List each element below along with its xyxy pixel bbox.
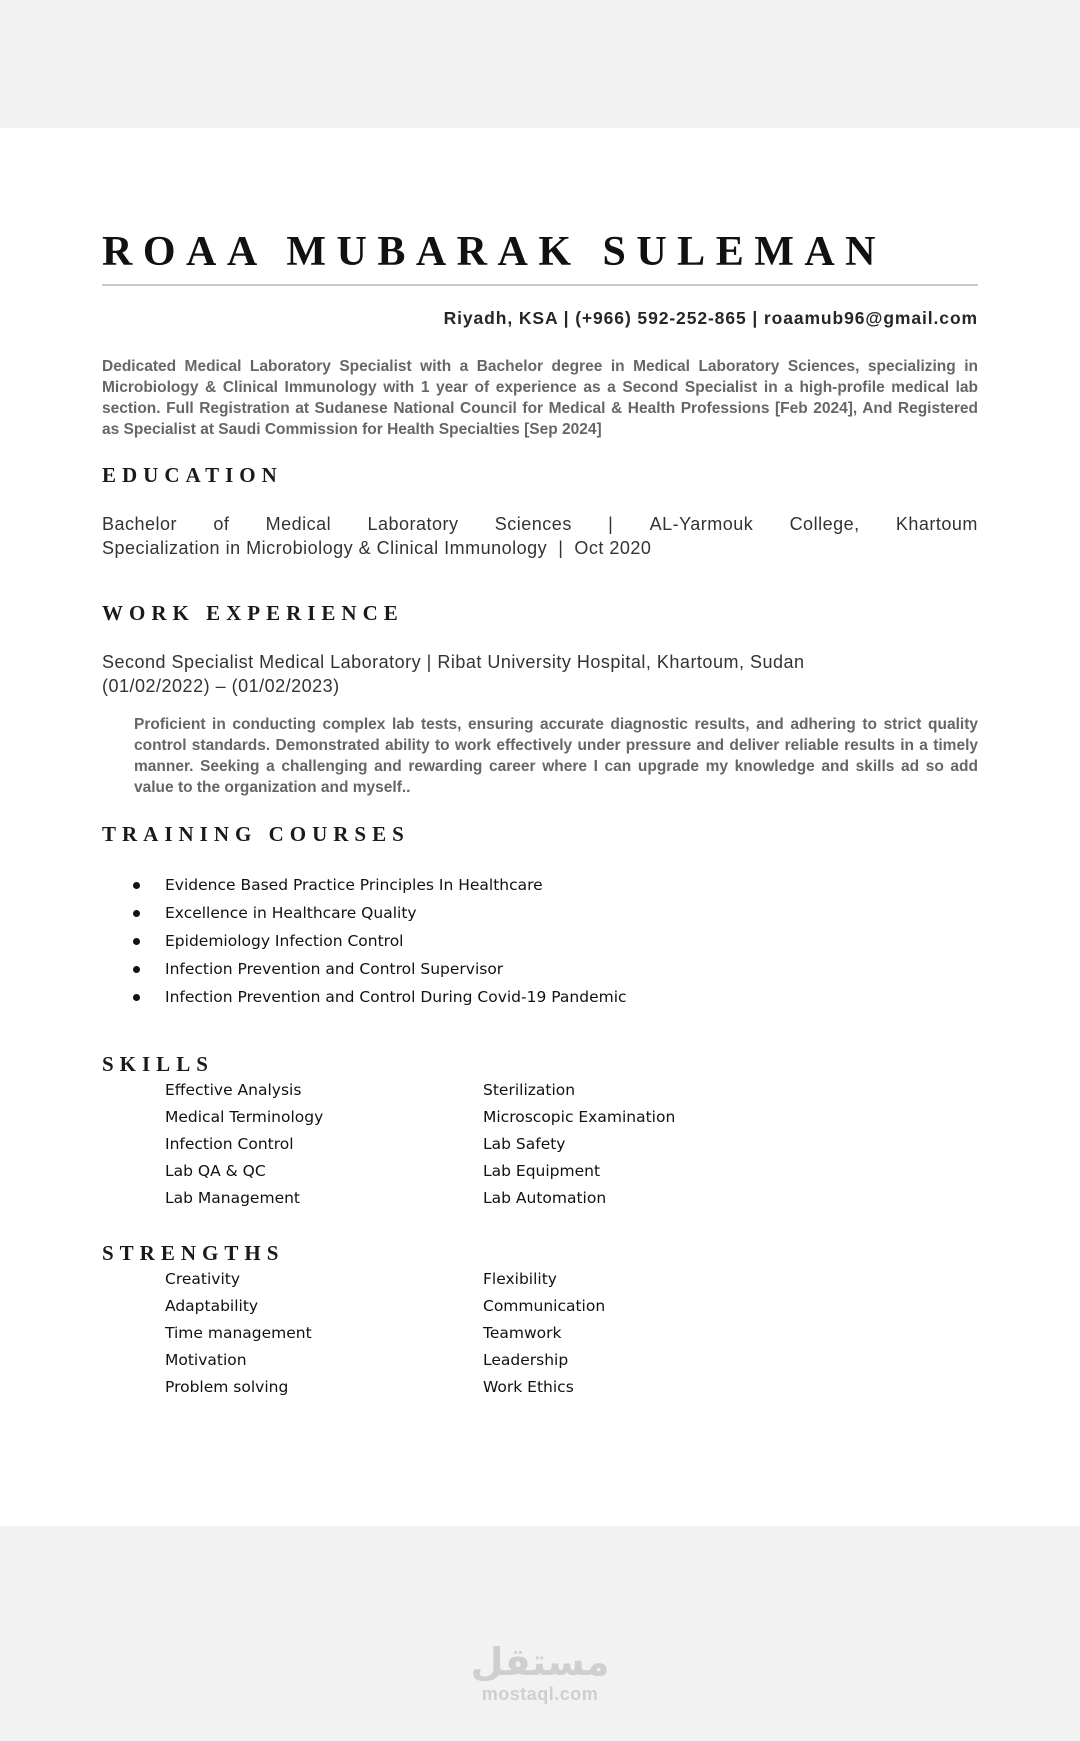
candidate-name: ROAA MUBARAK SULEMAN (102, 229, 887, 275)
bullet-icon (133, 966, 140, 973)
training-heading: TRAINING COURSES (102, 822, 410, 846)
strengths-row (165, 1320, 765, 1347)
bullet-icon (133, 938, 140, 945)
education-heading: EDUCATION (102, 463, 283, 487)
skills-heading: SKILLS (102, 1052, 214, 1076)
bullet-icon (133, 994, 140, 1001)
strength-item: Creativity (165, 1270, 241, 1288)
work-experience-heading: WORK EXPERIENCE (102, 601, 404, 625)
job-entry (102, 650, 978, 698)
skill-item: Infection Control (165, 1135, 294, 1153)
strength-item: Adaptability (165, 1297, 259, 1315)
skills-grid (165, 1077, 765, 1212)
list-item: Infection Prevention and Control Supervisor (102, 955, 978, 983)
edu-word: Medical (265, 514, 332, 534)
strengths-row (165, 1374, 765, 1401)
edu-word: | (608, 514, 614, 534)
edu-word: College, (789, 514, 860, 534)
skills-row (165, 1077, 765, 1104)
edu-word: Sciences (494, 514, 572, 534)
skill-item: Effective Analysis (165, 1081, 302, 1099)
education-specialization: Specialization in Microbiology & Clinical Immunology | Oct 2020 (102, 538, 652, 558)
skill-item: Lab QA & QC (165, 1162, 266, 1180)
skill-item: Lab Management (165, 1189, 301, 1207)
resume-page (0, 128, 1080, 1526)
skill-item: Lab Automation (483, 1189, 607, 1207)
skills-row (165, 1185, 765, 1212)
strength-item: Flexibility (483, 1270, 557, 1288)
job-dates: (01/02/2022) – (01/02/2023) (102, 676, 340, 696)
skills-row (165, 1104, 765, 1131)
edu-word: Khartoum (895, 514, 978, 534)
professional-summary: Dedicated Medical Laboratory Specialist with a Bachelor degree in Medical Laboratory Sciences, specializing in Microbiology & Clinical Immunology with 1 year of experience as a Second Specialist in a high-profile medical lab section. Full Registration at Sudanese National Council for Medical & Health Professions [Feb 2024], And Registered as Specialist at Saudi Commission for Health Specialties [Sep 2024] (102, 358, 978, 438)
name-divider (102, 284, 978, 286)
strengths-row (165, 1347, 765, 1374)
strength-item: Teamwork (483, 1324, 562, 1342)
bullet-icon (133, 910, 140, 917)
strengths-heading: STRENGTHS (102, 1241, 285, 1265)
bullet-icon (133, 882, 140, 889)
mostaql-logo: مستقل (470, 1640, 610, 1684)
strength-item: Problem solving (165, 1378, 289, 1396)
skill-item: Sterilization (483, 1081, 576, 1099)
strength-item: Time management (165, 1324, 312, 1342)
list-item: Infection Prevention and Control During Covid-19 Pandemic (102, 983, 978, 1011)
skills-row (165, 1158, 765, 1185)
strength-item: Communication (483, 1297, 606, 1315)
training-list (102, 871, 978, 1011)
skill-item: Medical Terminology (165, 1108, 324, 1126)
skill-item: Lab Equipment (483, 1162, 601, 1180)
skills-row (165, 1131, 765, 1158)
strengths-row (165, 1266, 765, 1293)
mostaql-site-text: mostaql.com (481, 1684, 599, 1704)
edu-word: Laboratory (367, 514, 459, 534)
strengths-grid (165, 1266, 765, 1401)
strengths-row (165, 1293, 765, 1320)
strength-item: Motivation (165, 1351, 247, 1369)
job-description: Proficient in conducting complex lab tests, ensuring accurate diagnostic results, and adhering to strict quality control standards. Demonstrated ability to work effectively under pressure and deliver reliable results in a timely manner. Seeking a challenging and rewarding career where I can upgrade my knowledge and skills ad so add value to the organization and myself.. (134, 716, 978, 796)
mostaql-watermark (0, 1640, 1080, 1705)
edu-word: AL-Yarmouk (649, 514, 754, 534)
strength-item: Work Ethics (483, 1378, 574, 1396)
job-position: Second Specialist Medical Laboratory | Ribat University Hospital, Khartoum, Sudan (102, 652, 805, 672)
list-item: Excellence in Healthcare Quality (102, 899, 978, 927)
education-entry (102, 512, 978, 560)
edu-word: of (213, 514, 230, 534)
list-item: Evidence Based Practice Principles In Healthcare (102, 871, 978, 899)
education-degree-line (102, 512, 978, 536)
skill-item: Lab Safety (483, 1135, 566, 1153)
list-item: Epidemiology Infection Control (102, 927, 978, 955)
skill-item: Microscopic Examination (483, 1108, 676, 1126)
edu-word: Bachelor (102, 514, 178, 534)
contact-line: Riyadh, KSA | (+966) 592-252-865 | roaamub96@gmail.com (443, 308, 978, 328)
strength-item: Leadership (483, 1351, 569, 1369)
